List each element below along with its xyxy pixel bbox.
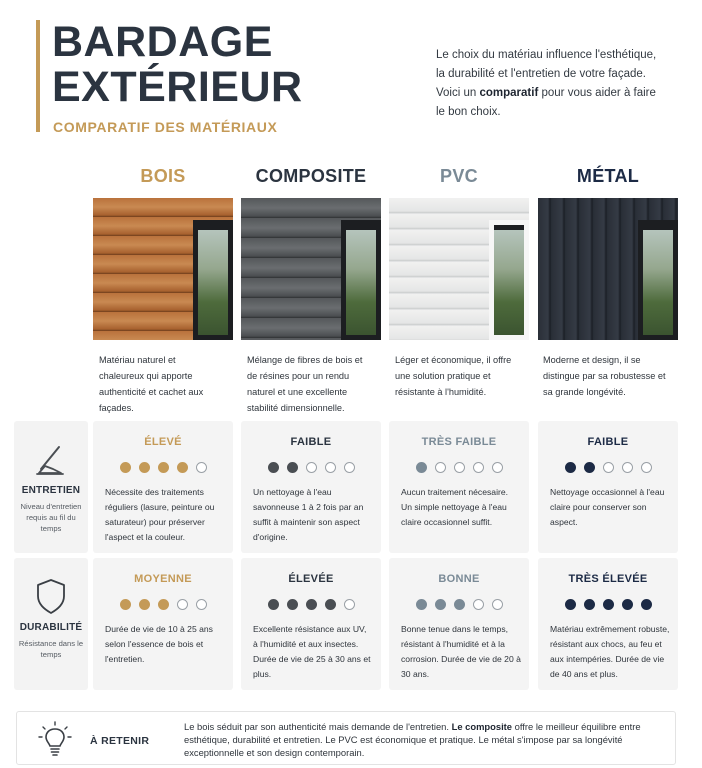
rating-dots bbox=[538, 599, 678, 610]
durabilite-text: Durée de vie de 10 à 25 ans selon l'essence de bois et l'entretien. bbox=[105, 624, 213, 664]
rating-dot-empty bbox=[177, 599, 188, 610]
entretien-row-label bbox=[14, 421, 88, 553]
rating-dot-filled bbox=[565, 599, 576, 610]
rating-dots bbox=[389, 462, 529, 473]
entretien-label: ENTRETIEN bbox=[21, 485, 81, 496]
rating-dot-empty bbox=[454, 462, 465, 473]
rating-dot-empty bbox=[344, 599, 355, 610]
intro-text-part1: Le choix du matériau influence l'esthétique, la durabilité et l'entretien de votre façade. Voici un bbox=[436, 49, 657, 99]
rating-dot-empty bbox=[325, 462, 336, 473]
rating-dot-filled bbox=[139, 599, 150, 610]
pvc-durabilite-card bbox=[389, 558, 529, 690]
metal-durabilite-card bbox=[538, 558, 678, 690]
composite-cladding-photo bbox=[241, 198, 381, 340]
rating-dot-filled bbox=[416, 462, 427, 473]
composite-durabilite-card bbox=[241, 558, 381, 690]
entretien-level: ÉLEVÉ bbox=[144, 436, 182, 448]
material-title-bois: BOIS bbox=[140, 166, 186, 186]
window bbox=[489, 220, 529, 340]
rating-dot-filled bbox=[454, 599, 465, 610]
intro-text-bold: comparatif bbox=[479, 87, 539, 99]
bois-entretien-card bbox=[93, 421, 233, 553]
window bbox=[341, 220, 381, 340]
retenir-label: À RETENIR bbox=[90, 735, 150, 747]
rating-dot-empty bbox=[435, 462, 446, 473]
rating-dot-filled bbox=[584, 599, 595, 610]
entretien-level: TRÈS FAIBLE bbox=[421, 436, 497, 448]
material-title-composite: COMPOSITE bbox=[255, 166, 367, 186]
rating-dot-filled bbox=[306, 599, 317, 610]
durabilite-level: ÉLEVÉE bbox=[288, 573, 334, 585]
retenir-text-bold: Le composite bbox=[451, 721, 513, 732]
intro-text bbox=[436, 46, 666, 122]
metal-entretien-card bbox=[538, 421, 678, 553]
rating-dot-filled bbox=[120, 599, 131, 610]
rating-dots bbox=[93, 462, 233, 473]
rating-dot-filled bbox=[565, 462, 576, 473]
rating-dot-empty bbox=[473, 599, 484, 610]
composite-entretien-card bbox=[241, 421, 381, 553]
material-title-pvc: PVC bbox=[440, 166, 478, 186]
rating-dot-empty bbox=[641, 462, 652, 473]
brush-icon bbox=[31, 439, 71, 479]
shield-icon bbox=[31, 576, 71, 616]
durabilite-label: DURABILITÉ bbox=[19, 622, 83, 633]
retenir-text bbox=[184, 720, 664, 759]
page-title bbox=[52, 20, 303, 110]
lightbulb-icon bbox=[37, 720, 73, 760]
rating-dot-filled bbox=[435, 599, 446, 610]
entretien-text: Nécessite des traitements réguliers (lasure, peinture ou saturateur) pour préserver l'aspect et la couleur. bbox=[105, 487, 215, 542]
entretien-level: FAIBLE bbox=[290, 436, 332, 448]
rating-dot-filled bbox=[177, 462, 188, 473]
title-line-2: EXTÉRIEUR bbox=[52, 63, 303, 111]
rating-dot-empty bbox=[306, 462, 317, 473]
rating-dot-empty bbox=[603, 462, 614, 473]
durabilite-text: Bonne tenue dans le temps, résistant à l'humidité et à la corrosion. Durée de vie de 20 à 30 ans. bbox=[401, 624, 521, 679]
rating-dot-empty bbox=[196, 462, 207, 473]
durabilite-text: Matériau extrêmement robuste, résistant aux chocs, au feu et aux intempéries. Durée de vie de 40 ans et plus. bbox=[550, 624, 670, 679]
rating-dots bbox=[241, 462, 381, 473]
entretien-text: Un nettoyage à l'eau savonneuse 1 à 2 fois par an suffit à maintenir son aspect d'origine. bbox=[253, 487, 364, 542]
page-subtitle: COMPARATIF DES MATÉRIAUX bbox=[53, 119, 278, 135]
retenir-text-part1: Le bois séduit par son authenticité mais demande de l'entretien. bbox=[184, 721, 452, 732]
rating-dot-filled bbox=[120, 462, 131, 473]
rating-dot-filled bbox=[641, 599, 652, 610]
retenir-text-part2: offre le meilleur équilibre entre esthétique, durabilité et entretien. Le PVC est économique et pratique. Le métal s'impose par sa longévité exceptionnelle et son design contemporain. bbox=[184, 721, 641, 758]
durabilite-text: Excellente résistance aux UV, à l'humidité et aux insectes. Durée de vie de 25 à 30 ans et plus. bbox=[253, 624, 371, 679]
material-title-metal: MÉTAL bbox=[576, 166, 640, 186]
rating-dot-empty bbox=[622, 462, 633, 473]
rating-dot-filled bbox=[268, 462, 279, 473]
rating-dot-filled bbox=[622, 599, 633, 610]
bois-description: Matériau naturel et chaleureux qui apporte authenticité et cachet aux façades. bbox=[99, 355, 204, 413]
intro-text-part2: pour vous aider à faire le bon choix. bbox=[436, 87, 656, 118]
pvc-cladding-photo bbox=[389, 198, 529, 340]
rating-dot-empty bbox=[196, 599, 207, 610]
durabilite-row-label bbox=[14, 558, 88, 690]
window bbox=[193, 220, 233, 340]
durabilite-sublabel: Résistance dans le temps bbox=[18, 639, 84, 659]
title-line-1: BARDAGE bbox=[52, 18, 273, 66]
rating-dot-filled bbox=[287, 462, 298, 473]
durabilite-level: MOYENNE bbox=[134, 573, 192, 585]
rating-dots bbox=[241, 599, 381, 610]
window bbox=[638, 220, 678, 340]
rating-dot-filled bbox=[158, 599, 169, 610]
entretien-text: Aucun traitement nécesaire. Un simple nettoyage à l'eau claire occasionnel suffit. bbox=[401, 487, 509, 527]
metal-description: Moderne et design, il se distingue par sa robustesse et sa grande longévité. bbox=[543, 355, 666, 397]
rating-dots bbox=[389, 599, 529, 610]
entretien-level: FAIBLE bbox=[587, 436, 629, 448]
rating-dot-filled bbox=[139, 462, 150, 473]
rating-dots bbox=[93, 599, 233, 610]
rating-dot-filled bbox=[603, 599, 614, 610]
durabilite-level: BONNE bbox=[438, 573, 480, 585]
entretien-sublabel: Niveau d'entretien requis au fil du temps bbox=[20, 502, 82, 533]
rating-dot-filled bbox=[287, 599, 298, 610]
title-accent-bar bbox=[36, 20, 40, 132]
rating-dot-filled bbox=[268, 599, 279, 610]
header bbox=[36, 20, 676, 135]
rating-dots bbox=[538, 462, 678, 473]
entretien-text: Nettoyage occasionnel à l'eau claire pour conserver son aspect. bbox=[550, 487, 665, 527]
rating-dot-empty bbox=[473, 462, 484, 473]
metal-cladding-photo bbox=[538, 198, 678, 340]
bois-durabilite-card bbox=[93, 558, 233, 690]
rating-dot-filled bbox=[416, 599, 427, 610]
rating-dot-empty bbox=[344, 462, 355, 473]
rating-dot-filled bbox=[158, 462, 169, 473]
rating-dot-empty bbox=[492, 462, 503, 473]
retenir-box bbox=[16, 711, 676, 765]
bois-cladding-photo bbox=[93, 198, 233, 340]
rating-dot-filled bbox=[584, 462, 595, 473]
rating-dot-empty bbox=[492, 599, 503, 610]
durabilite-level: TRÈS ÉLEVÉE bbox=[568, 573, 648, 585]
pvc-description: Léger et économique, il offre une solution pratique et résistante à l'humidité. bbox=[395, 355, 512, 397]
pvc-entretien-card bbox=[389, 421, 529, 553]
composite-description: Mélange de fibres de bois et de résines pour un rendu naturel et une excellente stabilité dimensionnelle. bbox=[247, 355, 363, 413]
rating-dot-filled bbox=[325, 599, 336, 610]
